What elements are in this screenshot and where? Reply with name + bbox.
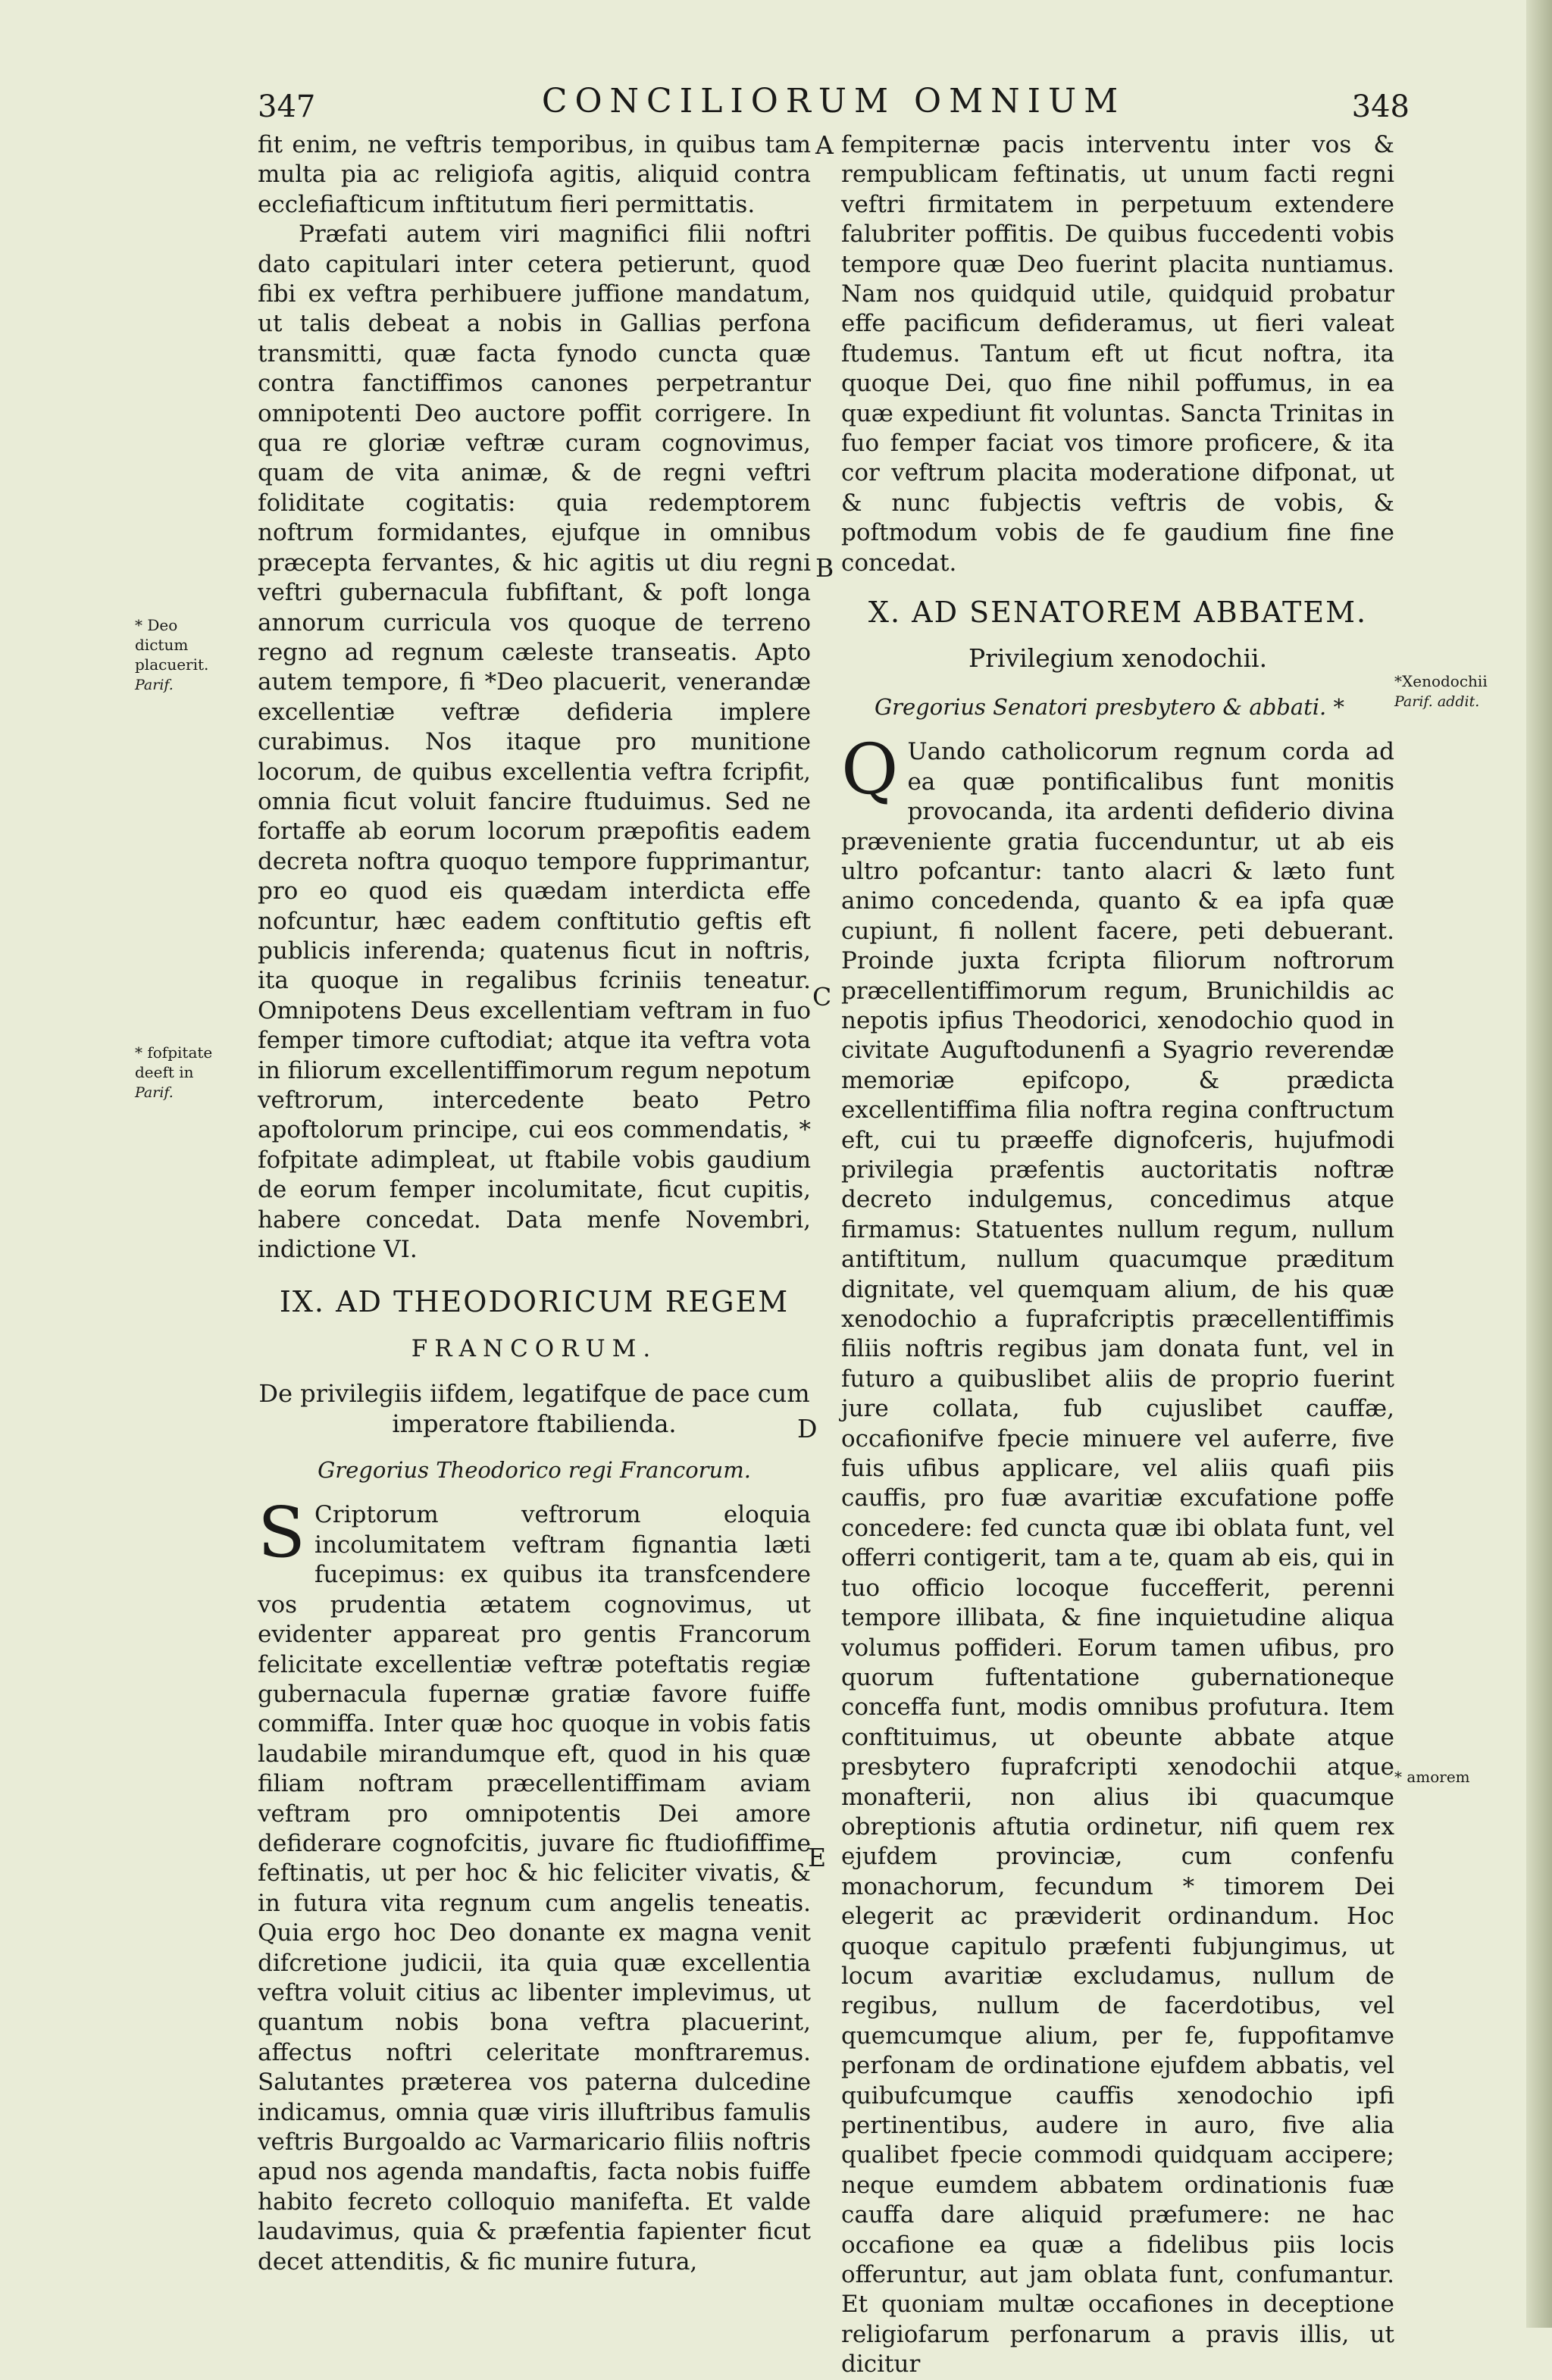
drop-cap: S xyxy=(258,1492,306,1574)
paragraph: fempiternæ pacis interventu inter vos & rempublicam feftinatis, ut unum facti regni veftri firmitatem in perpetuum extendere falubriter poffitis. De quibus fuccedenti vobis tempore quæ Deo fuerint placita nuntiamus. Nam nos quidquid utile, quidquid probatur effe pacificum defideramus, ut fieri valeat ftudemus. Tantum eft ut ficut noftra, ita quoque Dei, quo fine nihil poffumus, in ea quæ expediunt fit voluntas. Sancta Trinitas in fuo femper faciat vos timore proficere, & ita cor veftrum placita moderatione difponat, ut & nunc fubjectis veftris de vobis, & poftmodum vobis de fe gaudium fine fine concedat. xyxy=(841,131,1394,577)
paragraph: Præfati autem viri magnifici filii noftri dato capitulari inter cetera petierunt, quod fibi ex veftra perhibuere juffione mandatum, ut talis debeat a nobis in Gallias perfona transmitti, quæ facta fynodo cuncta quæ contra fanctiffimos canones perpetrantur omnipotenti Deo auctore poffit corrigere. In qua re gloriæ veftræ curam cognovimus, quam de vita animæ, & de regni veftri foliditate cogitatis: quia redemptorem noftrum formidantes, ejufque in omnibus præcepta fervantes, & hic agitis ut diu regni veftri gubernacula fubfiftant, & poft longa annorum curricula vos quoque de terreno regno ad regnum cæleste transeatis. Apto autem tempore, fi *Deo placuerit, venerandæ excellentiæ veftræ defideria implere curabimus. Nos itaque pro munitione locorum, de quibus excellentia veftra fcripfit, omnia ficut voluit fancire ftuduimus. Sed ne fortaffe ab eorum locorum præpofitis eadem decreta noftra quoquo tempore fupprimantur, pro eo quod eis quædam interdicta effe nofcuntur, hæc eadem conftitutio geftis eft publicis inferenda; quatenus ficut in noftris, ita quoque in regalibus fcriniis teneatur. Omnipotens Deus excellentiam veftram in fuo femper timore cuftodiat; atque ita veftra vota in filiorum excellentiffimorum regum nepotum veftrorum, intercedente beato Petro apoftolorum principe, cui eos commendatis, * fofpitate adimpleat, ut ftabile vobis gaudium de eorum femper incolumitate, ficut cupitis, habere concedat. Data menfe Novembri, indictione VI. xyxy=(258,220,811,1264)
section-description: Privilegium xenodochii. xyxy=(968,643,1268,673)
margin-note-source: Parif. xyxy=(135,1084,174,1101)
right-column xyxy=(841,130,1394,2380)
running-title: CONCILIORUM OMNIUM xyxy=(541,82,1126,120)
section-marker-b: B xyxy=(815,553,834,583)
margin-note-text: * Deo dictum placuerit. xyxy=(135,616,209,674)
letter-body xyxy=(258,1492,811,2277)
letter-addressee: Gregorius Senatori presbytero & abbati. * xyxy=(875,693,1344,720)
margin-note xyxy=(1394,671,1516,711)
page-edge xyxy=(1526,0,1552,2328)
margin-note-text: *Xenodochii xyxy=(1394,672,1488,690)
section-title: IX. AD THEODORICUM REGEM xyxy=(279,1285,790,1319)
page-number-right: 348 xyxy=(1351,89,1410,124)
section-marker-c: C xyxy=(812,982,832,1012)
margin-note-source: Parif. xyxy=(135,677,174,693)
section-marker-a: A xyxy=(815,130,834,160)
margin-note-text: * fofpitate deeft in xyxy=(135,1043,213,1081)
page-number-left: 347 xyxy=(258,89,316,124)
running-head xyxy=(258,82,1410,135)
letter-body xyxy=(841,729,1394,2379)
margin-note-text: * amorem xyxy=(1394,1768,1470,1786)
margin-note xyxy=(135,1043,226,1102)
section-marker-d: D xyxy=(797,1414,818,1443)
letter-addressee: Gregorius Theodorico regi Francorum. xyxy=(318,1457,751,1484)
margin-note-source: Parif. addit. xyxy=(1394,693,1480,710)
section-subtitle: FRANCORUM. xyxy=(411,1334,658,1362)
letter-text: Criptorum veftrorum eloquia incolumitatem veftram fignantia læti fucepimus: ex quibus ita transfcendere vos prudentia ætatem cognovimus, ut evidenter appareat pro gentis Francorum felicitate excellentiæ veftræ poteftatis regiæ gubernacula fupernæ gratiæ favore fuiffe commiffa. Inter quæ hoc quoque in vobis fatis laudabile mirandumque eft, quod in his quæ filiam noftram præcellentiffimam aviam veftram pro omnipotentis Dei amore defiderare cognofcitis, juvare fic ftudiofiffime feftinatis, ut per hoc & hic feliciter vivatis, & in futura vita regnum cum angelis teneatis. Quia ergo hoc Deo donante ex magna venit difcretione judicii, ita quia quæ excellentia veftra voluit citius ac libenter implevimus, ut quantum nobis bona veftra placuerint, affectus noftri celeritate monftraremus. Salutantes præterea vos paterna dulcedine indicamus, omnia quæ viris illuftribus famulis veftris Burgoaldo ac Varmaricario filiis noftris apud nos agenda mandaftis, facta nobis fuiffe habito fecreto colloquio manifefta. Et valde laudavimus, quia & præfentia fapienter ficut decet attenditis, & fic munire futura, xyxy=(258,1501,811,2275)
left-column xyxy=(258,130,811,2277)
letter-text: Uando catholicorum regnum corda ad ea quæ pontificalibus funt monitis provocanda, ita ardenti defiderio divina præveniente gratia fuccenduntur, ut ab eis ultro pofcantur: tanto alacri & læto funt animo concedenda, quanto & ea ipfa quæ cupiunt, fi nollent facere, peti debuerant. Proinde juxta fcripta filiorum noftrorum præcellentiffimorum regum, Brunichildis ac nepotis ipfius Theodorici, xenodochio quod in civitate Auguftodunenfi a Syagrio reverendæ memoriæ epifcopo, & prædicta excellentiffima filia noftra regina conftructum eft, cui tu præeffe dignofceris, hujufmodi privilegia præfentis auctoritatis noftræ decreto indulgemus, concedimus atque firmamus: Statuentes nullum regum, nullum antiftitum, nullum quacumque præditum dignitate, vel quemquam alium, de his quæ xenodochio a fuprafcriptis præcellentiffimis filiis noftris regibus jam donata funt, vel in futuro a quibuslibet aliis de proprio fuerint jure collata, fub cujuslibet cauffæ, occafionifve fpecie minuere vel auferre, five fuis ufibus applicare, vel aliis quafi piis cauffis, pro fuæ avaritiæ excufatione poffe concedere: fed cuncta quæ ibi oblata funt, vel offerri contigerit, tam a te, quam ab eis, qui in tuo officio locoque fuccefferit, perenni tempore illibata, & fine inquietudine aliqua volumus poffideri. Eorum tamen ufibus, pro quorum fuftentatione gubernationeque conceffa funt, modis omnibus profutura. Item conftituimus, ut obeunte abbate atque presbytero fuprafcripti xenodochii atque monafterii, non alius ibi quacumque obreptionis aftutia ordinetur, nifi quem rex ejufdem provinciæ, cum confenfu monachorum, fecundum * timorem Dei elegerit ac præviderit ordinandum. Hoc quoque capitulo præfenti fubjungimus, ut locum avaritiæ excludamus, nullum de regibus, nullum de facerdotibus, vel quemcumque alium, per fe, fuppofitamve perfonam de ordinatione ejufdem abbatis, vel quibufcumque cauffis xenodochio ipfi pertinentibus, audere in auro, five alia qualibet fpecie commodi quidquam accipere; neque eumdem abbatem ordinationis fuæ cauffa dare aliquid præfumere: ne hac occafione ea quæ a fidelibus piis locis offeruntur, aut jam oblata funt, confumantur. Et quoniam multæ occafiones in deceptione religiofarum perfonarum a pravis illis, ut dicitur xyxy=(841,738,1394,2378)
section-marker-e: E xyxy=(808,1843,827,1872)
section-description: De privilegiis iifdem, legatifque de pace cum imperatore ftabilienda. xyxy=(258,1379,810,1438)
paragraph: fit enim, ne veftris temporibus, in quibus tam multa pia ac religiofa agitis, aliquid contra ecclefiafticum inftitutum fieri permittatis. xyxy=(258,131,811,218)
drop-cap: Q xyxy=(841,729,899,811)
margin-note xyxy=(135,615,226,695)
section-title: X. AD SENATOREM ABBATEM. xyxy=(868,596,1368,630)
margin-note xyxy=(1394,1767,1516,1787)
